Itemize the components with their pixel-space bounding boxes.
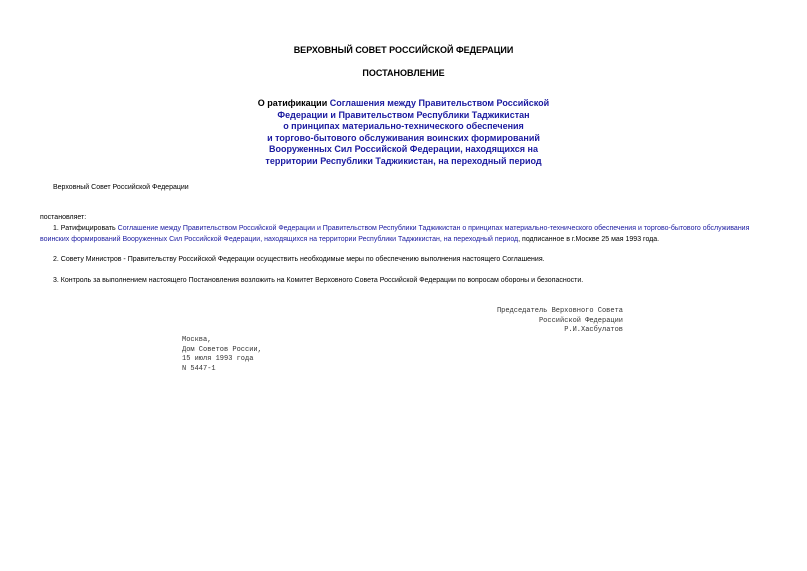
document-type-heading: ПОСТАНОВЛЕНИЕ	[362, 68, 445, 78]
document-number: N 5447-1	[182, 364, 216, 373]
title-link-line: о принципах материально-технического обеспечения	[283, 121, 524, 132]
title-link-line: Федерации и Правительством Республики Таджикистан	[277, 109, 530, 120]
title-link-line: и торгово-бытового обслуживания воинских формирований	[267, 132, 540, 143]
place-building: Дом Советов России,	[182, 345, 262, 354]
title-link-line: территории Республики Таджикистан, на переходный период	[265, 155, 542, 166]
title-link-line: Соглашения между Правительством Российской	[329, 98, 550, 108]
agreement-title-link[interactable]	[265, 98, 549, 166]
signature-organization: Российской Федерации	[538, 316, 623, 325]
place-city: Москва,	[182, 336, 212, 344]
clause-1-prefix: 1. Ратифицировать	[53, 225, 118, 232]
signature-block	[497, 307, 623, 336]
title-link-line: Вооруженных Сил Российской Федерации, находящихся на	[269, 144, 538, 155]
signature-name: Р.И.Хасбулатов	[564, 326, 623, 334]
clause-1-suffix: , подписанное в г.Москве 25 мая 1993 года.	[518, 236, 660, 243]
decides-text: постановляет:	[40, 214, 87, 221]
preamble-text: Верховный Совет Российской Федерации	[53, 184, 189, 191]
clause-1	[40, 223, 770, 245]
document-title	[0, 98, 807, 168]
clause-2: 2. Совету Министров - Правительству Российской Федерации осуществить необходимые меры по обеспечению выполнения настоящего Соглашения.	[53, 256, 545, 263]
document-date: 15 июля 1993 года	[182, 355, 254, 363]
title-prefix: О ратификации	[257, 98, 330, 108]
agreement-link[interactable]: Соглашение между Правительством Российской Федерации и Правительством Республики Таджикистан о принципах материально-технического обеспечения и торгово-бытового обслуживания воинских формирований Вооруженных Сил Российской Федерации, находящихся на территории Республики Таджикистан, на переходный период	[40, 225, 750, 243]
clause-3: 3. Контроль за выполнением настоящего Постановления возложить на Комитет Верховного Совета Российской Федерации по вопросам обороны и безопасности.	[53, 277, 584, 284]
issuing-body-heading: ВЕРХОВНЫЙ СОВЕТ РОССИЙСКОЙ ФЕДЕРАЦИИ	[293, 45, 514, 55]
signature-position: Председатель Верховного Совета	[496, 307, 623, 315]
place-date-block	[182, 336, 262, 374]
